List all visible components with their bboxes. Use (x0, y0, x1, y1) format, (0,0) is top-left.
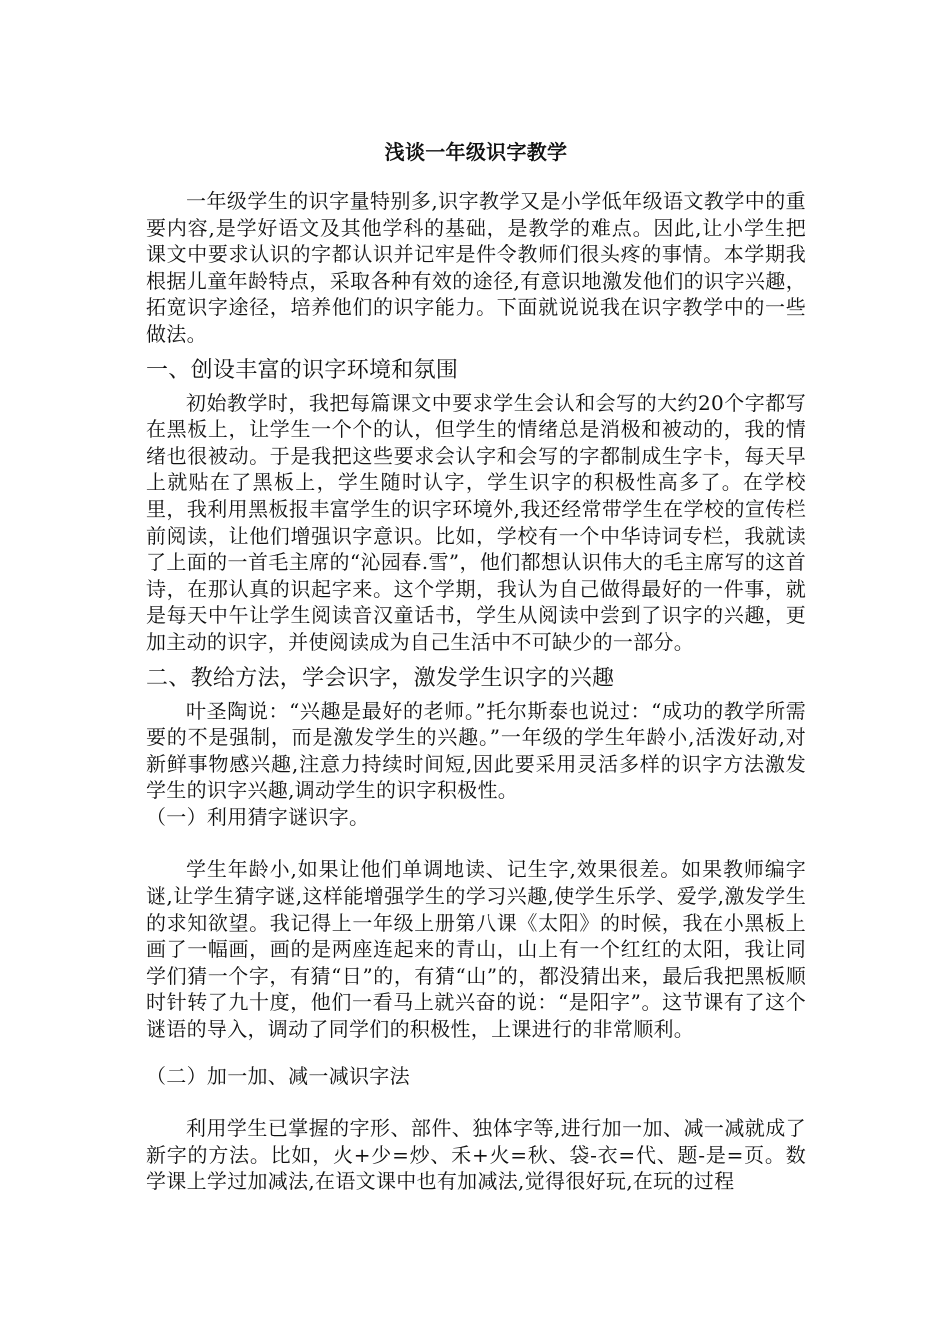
subsection2-paragraph: 利用学生已掌握的字形、部件、独体字等,进行加一加、减一减就成了新字的方法。比如，火+少=炒、禾+火=秋、袋-衣=代、题-是=页。数学课上学过加减法,在语文课中也有加减法,觉得很好玩,在玩的过程 (146, 1116, 806, 1194)
section2-paragraph: 叶圣陶说：“兴趣是最好的老师。”托尔斯泰也说过：“成功的教学所需要的不是强制，而是激发学生的兴趣。”一年级的学生年龄小,活泼好动,对新鲜事物感兴趣,注意力持续时间短,因此要采用灵活多样的识字方法激发学生的识字兴趣,调动学生的识字积极性。 (146, 698, 806, 803)
subsection1-paragraph: 学生年龄小,如果让他们单调地读、记生字,效果很差。如果教师编字谜,让学生猜字谜,这样能增强学生的学习兴趣,使学生乐学、爱学,激发学生的求知欲望。我记得上一年级上册第八课《太阳》的时候，我在小黑板上画了一幅画，画的是两座连起来的青山，山上有一个红红的太阳，我让同学们猜一个字，有猜“日”的，有猜“山”的，都没猜出来，最后我把黑板顺时针转了九十度，他们一看马上就兴奋的说：“是阳字”。这节课有了这个谜语的导入，调动了同学们的积极性，上课进行的非常顺利。 (146, 857, 806, 1042)
subsection2-heading: （二）加一加、减一减识字法 (146, 1063, 410, 1088)
spacer (146, 1043, 806, 1063)
section2-heading: 二、教给方法，学会识字，激发学生识字的兴趣 (146, 665, 615, 691)
section1-heading: 一、创设丰富的识字环境和氛围 (146, 357, 459, 383)
intro-paragraph: 一年级学生的识字量特别多,识字教学又是小学低年级语文教学中的重要内容,是学好语文及其他学科的基础，是教学的难点。因此,让小学生把课文中要求认识的字都认识并记牢是件令教师们很头疼的事情。本学期我根据儿童年龄特点，采取各种有效的途径,有意识地激发他们的识字兴趣，拓宽识字途径，培养他们的识字能力。下面就说说我在识字教学中的一些做法。 (146, 189, 806, 346)
spacer (146, 830, 806, 856)
document-title: 浅谈一年级识字教学 (384, 140, 568, 164)
subsection1-heading: （一）利用猜字谜识字。 (146, 804, 370, 829)
spacer (146, 1089, 806, 1115)
section1-paragraph: 初始教学时，我把每篇课文中要求学生会认和会写的大约20个字都写在黑板上，让学生一个个的认，但学生的情绪总是消极和被动的，我的情绪也很被动。于是我把这些要求会认字和会写的字都制成生字卡，每天早上就贴在了黑板上，学生随时认字，学生识字的积极性高多了。在学校里，我利用黑板报丰富学生的识字环境外,我还经常带学生在学校的宣传栏前阅读，让他们增强识字意识。比如，学校有一个中华诗词专栏，我就读了上面的一首毛主席的“沁园春.雪”，他们都想认识伟大的毛主席写的这首诗，在那认真的识起字来。这个学期，我认为自己做得最好的一件事，就是每天中午让学生阅读音汉童话书，学生从阅读中尝到了识字的兴趣，更加主动的识字，并使阅读成为自己生活中不可缺少的一部分。 (146, 390, 806, 654)
document-body (146, 136, 806, 1195)
